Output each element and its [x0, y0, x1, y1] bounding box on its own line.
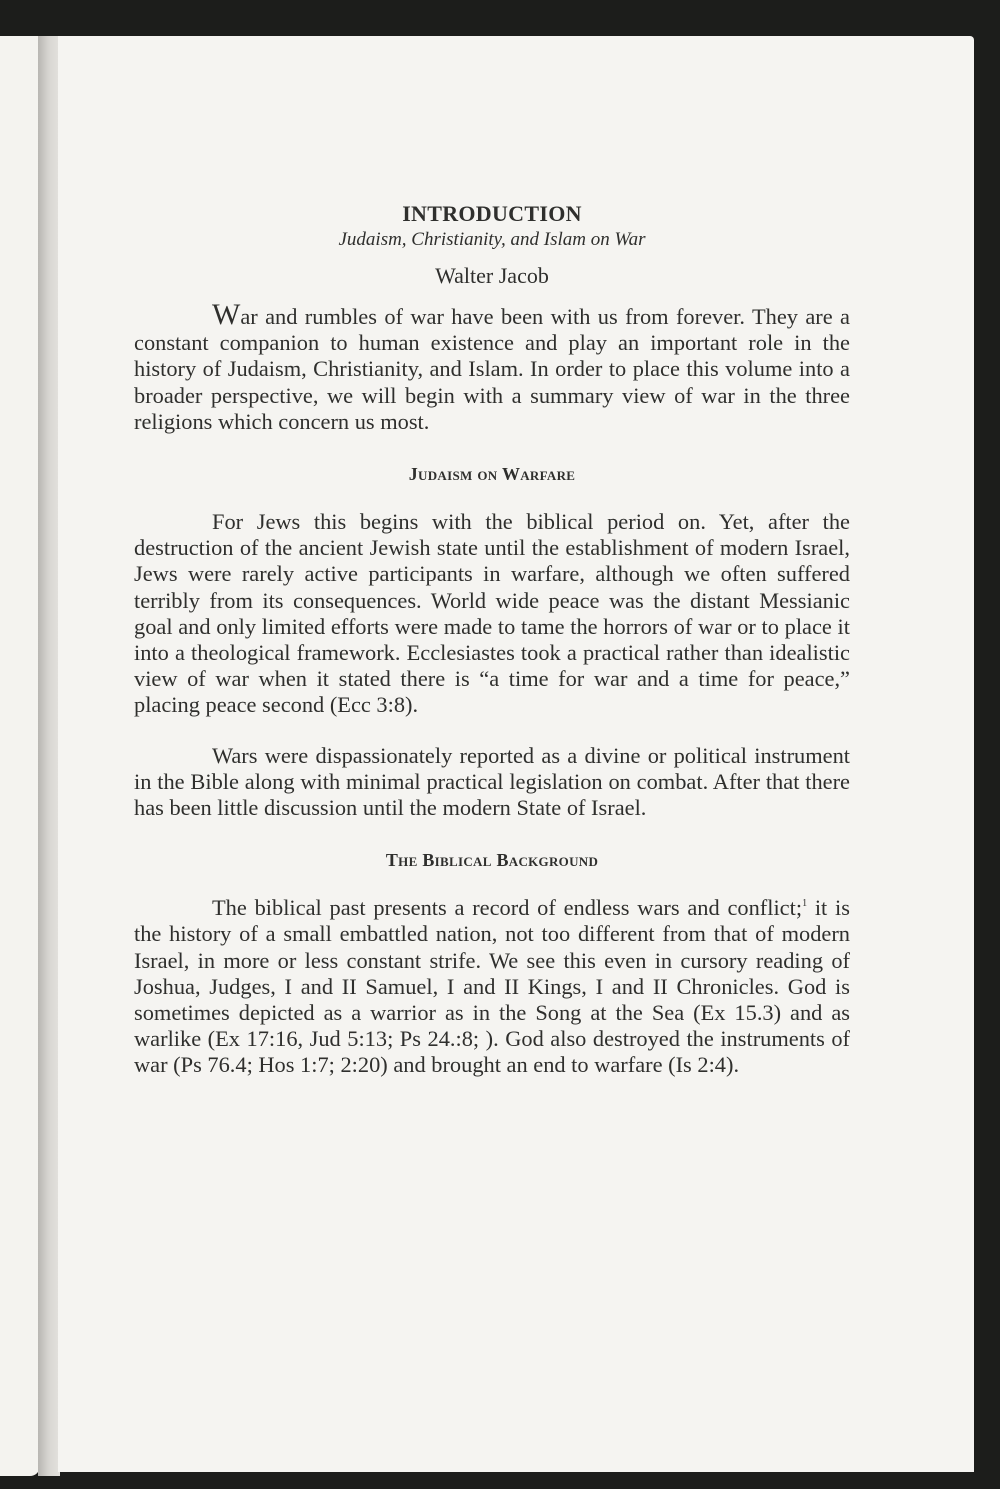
paragraph-text: The biblical past presents a record of endless wars and conflict;	[212, 895, 803, 921]
facing-page-edge	[0, 36, 40, 1476]
drop-cap: W	[212, 298, 241, 331]
intro-text: ar and rumbles of war have been with us from forever. They are a constant companion to human existence and play an important role in the history of Judaism, Christianity, and Islam. In order to place this volume into a broader perspective, we will begin with a summary view of war in the three religions which concern us most.	[134, 304, 850, 434]
paragraph-text: it is the history of a small embattled nation, not too different from that of modern Israel, in more or less constant strife. We see this even in cursory reading of Joshua, Judges, I and II Samuel, I and II Kings, I and II Chronicles. God is sometimes depicted as a warrior as in the Song at the Sea (Ex 15.3) and as warlike (Ex 17:16, Jud 5:13; Ps 24.:8; ). God also destroyed the instruments of war (Ps 76.4; Hos 1:7; 2:20) and brought an end to warfare (Is 2:4).	[134, 895, 850, 1078]
body-paragraph: For Jews this begins with the biblical period on. Yet, after the destruction of the ancient Jewish state until the establishment of modern Israel, Jews were rarely active participants in warfare, although we often suffered terribly from its consequences. World wide peace was the distant Messianic goal and only limited efforts were made to tame the horrors of war or to place it into a theological framework. Ecclesiastes took a practical rather than idealistic view of war when it stated there is “a time for war and a time for peace,” placing peace second (Ecc 3:8).	[134, 509, 850, 718]
intro-paragraph	[134, 298, 850, 435]
section-heading-judaism: Judaism on Warfare	[408, 464, 576, 485]
chapter-subtitle: Judaism, Christianity, and Islam on War	[338, 229, 646, 250]
chapter-title: INTRODUCTION	[402, 201, 582, 226]
author-name: Walter Jacob	[435, 263, 549, 288]
body-paragraph: Wars were dispassionately reported as a divine or political instrument in the Bible along with minimal practical legislation on combat. After that there has been little discussion until the modern State of Israel.	[134, 742, 850, 821]
footnote-marker[interactable]: 1	[802, 898, 808, 910]
gutter-shadow	[38, 36, 60, 1476]
body-paragraph	[134, 895, 850, 1078]
page-content	[134, 200, 850, 1079]
section-heading-biblical: The Biblical Background	[385, 850, 599, 871]
